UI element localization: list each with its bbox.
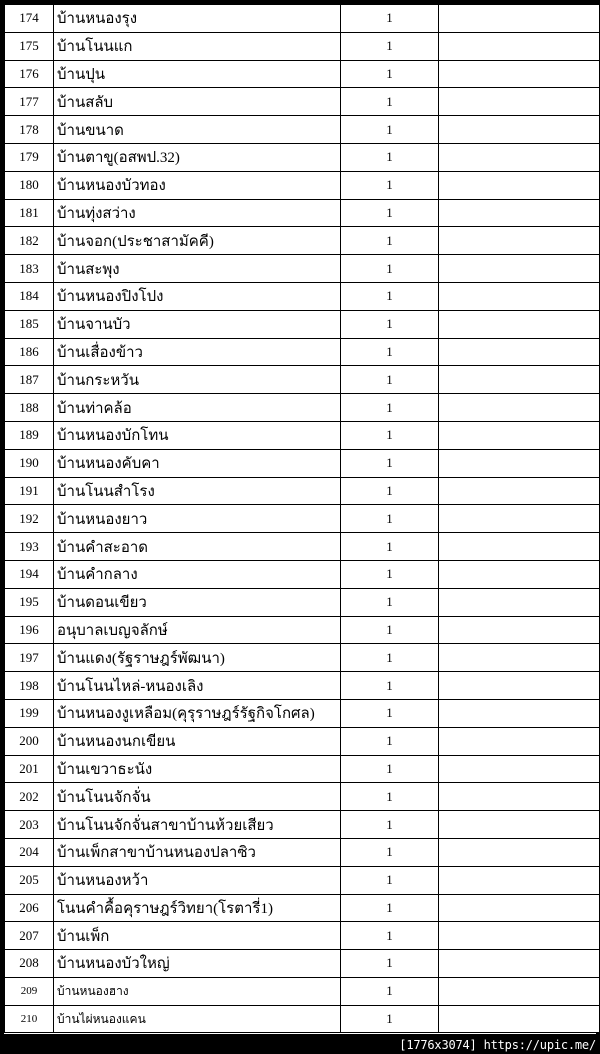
quantity: 1 bbox=[341, 699, 439, 727]
row-number: 192 bbox=[5, 505, 54, 533]
quantity: 1 bbox=[341, 811, 439, 839]
table-row bbox=[5, 449, 600, 477]
school-name: บ้านปุน bbox=[54, 60, 341, 88]
school-list-table bbox=[4, 4, 600, 1033]
row-number: 201 bbox=[5, 755, 54, 783]
school-name: บ้านหนองฮาง bbox=[54, 977, 341, 1005]
row-number: 207 bbox=[5, 922, 54, 950]
row-number: 184 bbox=[5, 282, 54, 310]
school-name: บ้านหนองงูเหลือม(คุรุราษฎร์รัฐกิจโกศล) bbox=[54, 699, 341, 727]
table-row bbox=[5, 143, 600, 171]
quantity: 1 bbox=[341, 282, 439, 310]
table-row bbox=[5, 338, 600, 366]
quantity: 1 bbox=[341, 88, 439, 116]
table-row bbox=[5, 866, 600, 894]
row-number: 194 bbox=[5, 560, 54, 588]
school-name: บ้านโนนจักจั่นสาขาบ้านห้วยเสียว bbox=[54, 811, 341, 839]
quantity: 1 bbox=[341, 338, 439, 366]
table-row bbox=[5, 755, 600, 783]
school-name: บ้านทุ่งสว่าง bbox=[54, 199, 341, 227]
row-number: 196 bbox=[5, 616, 54, 644]
school-name: บ้านสะพุง bbox=[54, 255, 341, 283]
row-number: 176 bbox=[5, 60, 54, 88]
table-row bbox=[5, 394, 600, 422]
table-row bbox=[5, 310, 600, 338]
notes-cell bbox=[439, 727, 600, 755]
row-number: 183 bbox=[5, 255, 54, 283]
row-number: 197 bbox=[5, 644, 54, 672]
table-row bbox=[5, 533, 600, 561]
notes-cell bbox=[439, 866, 600, 894]
notes-cell bbox=[439, 783, 600, 811]
quantity: 1 bbox=[341, 977, 439, 1005]
notes-cell bbox=[439, 227, 600, 255]
school-name: บ้านหนองยาว bbox=[54, 505, 341, 533]
notes-cell bbox=[439, 338, 600, 366]
notes-cell bbox=[439, 699, 600, 727]
school-name: บ้านหนองนกเขียน bbox=[54, 727, 341, 755]
notes-cell bbox=[439, 755, 600, 783]
notes-cell bbox=[439, 616, 600, 644]
row-number: 189 bbox=[5, 421, 54, 449]
quantity: 1 bbox=[341, 227, 439, 255]
school-name: บ้านหนองคับคา bbox=[54, 449, 341, 477]
table-row bbox=[5, 811, 600, 839]
quantity: 1 bbox=[341, 60, 439, 88]
school-name: บ้านเสื่องข้าว bbox=[54, 338, 341, 366]
table-row bbox=[5, 5, 600, 33]
row-number: 195 bbox=[5, 588, 54, 616]
quantity: 1 bbox=[341, 727, 439, 755]
quantity: 1 bbox=[341, 922, 439, 950]
table-row bbox=[5, 644, 600, 672]
row-number: 209 bbox=[5, 977, 54, 1005]
notes-cell bbox=[439, 394, 600, 422]
quantity: 1 bbox=[341, 950, 439, 978]
school-name: อนุบาลเบญจลักษ์ bbox=[54, 616, 341, 644]
notes-cell bbox=[439, 811, 600, 839]
table-row bbox=[5, 116, 600, 144]
row-number: 180 bbox=[5, 171, 54, 199]
quantity: 1 bbox=[341, 866, 439, 894]
table-row bbox=[5, 282, 600, 310]
school-name: บ้านโนนแก bbox=[54, 32, 341, 60]
document-page bbox=[4, 4, 596, 1034]
quantity: 1 bbox=[341, 449, 439, 477]
table-row bbox=[5, 977, 600, 1005]
row-number: 202 bbox=[5, 783, 54, 811]
school-name: บ้านคำกลาง bbox=[54, 560, 341, 588]
quantity: 1 bbox=[341, 143, 439, 171]
table-row bbox=[5, 366, 600, 394]
notes-cell bbox=[439, 922, 600, 950]
table-row bbox=[5, 60, 600, 88]
quantity: 1 bbox=[341, 644, 439, 672]
quantity: 1 bbox=[341, 421, 439, 449]
quantity: 1 bbox=[341, 199, 439, 227]
row-number: 179 bbox=[5, 143, 54, 171]
quantity: 1 bbox=[341, 755, 439, 783]
school-name: บ้านดอนเขียว bbox=[54, 588, 341, 616]
quantity: 1 bbox=[341, 32, 439, 60]
school-name: บ้านเพ็ก bbox=[54, 922, 341, 950]
school-name: บ้านโนนไหล่-หนองเลิง bbox=[54, 672, 341, 700]
table-row bbox=[5, 88, 600, 116]
notes-cell bbox=[439, 116, 600, 144]
table-row bbox=[5, 32, 600, 60]
table-row bbox=[5, 727, 600, 755]
table-row bbox=[5, 783, 600, 811]
school-name: บ้านจานบัว bbox=[54, 310, 341, 338]
row-number: 185 bbox=[5, 310, 54, 338]
table-row bbox=[5, 894, 600, 922]
row-number: 193 bbox=[5, 533, 54, 561]
notes-cell bbox=[439, 560, 600, 588]
quantity: 1 bbox=[341, 672, 439, 700]
table-row bbox=[5, 505, 600, 533]
school-name: บ้านหนองปิงโปง bbox=[54, 282, 341, 310]
school-name: บ้านคำสะอาด bbox=[54, 533, 341, 561]
school-name: โนนคำคื้อคุราษฎร์วิทยา(โรตารี่1) bbox=[54, 894, 341, 922]
school-name: บ้านหนองบัวใหญ่ bbox=[54, 950, 341, 978]
row-number: 186 bbox=[5, 338, 54, 366]
image-size-watermark: [1776x3074] https://upic.me/ bbox=[399, 1038, 596, 1052]
notes-cell bbox=[439, 894, 600, 922]
row-number: 178 bbox=[5, 116, 54, 144]
notes-cell bbox=[439, 310, 600, 338]
table-row bbox=[5, 588, 600, 616]
table-row bbox=[5, 672, 600, 700]
row-number: 204 bbox=[5, 838, 54, 866]
table-row bbox=[5, 560, 600, 588]
row-number: 174 bbox=[5, 5, 54, 33]
school-name: บ้านโนนจักจั่น bbox=[54, 783, 341, 811]
table-row bbox=[5, 255, 600, 283]
row-number: 187 bbox=[5, 366, 54, 394]
notes-cell bbox=[439, 421, 600, 449]
table-row bbox=[5, 227, 600, 255]
notes-cell bbox=[439, 644, 600, 672]
table-row bbox=[5, 1005, 600, 1033]
quantity: 1 bbox=[341, 894, 439, 922]
row-number: 206 bbox=[5, 894, 54, 922]
quantity: 1 bbox=[341, 838, 439, 866]
notes-cell bbox=[439, 672, 600, 700]
row-number: 191 bbox=[5, 477, 54, 505]
notes-cell bbox=[439, 449, 600, 477]
notes-cell bbox=[439, 1005, 600, 1033]
quantity: 1 bbox=[341, 310, 439, 338]
school-name: บ้านหนองหว้า bbox=[54, 866, 341, 894]
row-number: 175 bbox=[5, 32, 54, 60]
school-name: บ้านตาขู(อสพป.32) bbox=[54, 143, 341, 171]
notes-cell bbox=[439, 199, 600, 227]
school-name: บ้านแดง(รัฐราษฎร์พัฒนา) bbox=[54, 644, 341, 672]
school-name: บ้านไผ่หนองแคน bbox=[54, 1005, 341, 1033]
quantity: 1 bbox=[341, 533, 439, 561]
school-name: บ้านท่าคล้อ bbox=[54, 394, 341, 422]
quantity: 1 bbox=[341, 171, 439, 199]
notes-cell bbox=[439, 255, 600, 283]
quantity: 1 bbox=[341, 588, 439, 616]
row-number: 205 bbox=[5, 866, 54, 894]
notes-cell bbox=[439, 505, 600, 533]
quantity: 1 bbox=[341, 505, 439, 533]
quantity: 1 bbox=[341, 783, 439, 811]
table-row bbox=[5, 616, 600, 644]
school-name: บ้านสลับ bbox=[54, 88, 341, 116]
quantity: 1 bbox=[341, 366, 439, 394]
notes-cell bbox=[439, 282, 600, 310]
notes-cell bbox=[439, 171, 600, 199]
school-name: บ้านเพ็กสาขาบ้านหนองปลาซิว bbox=[54, 838, 341, 866]
notes-cell bbox=[439, 477, 600, 505]
table-body bbox=[5, 5, 600, 1033]
notes-cell bbox=[439, 366, 600, 394]
quantity: 1 bbox=[341, 5, 439, 33]
row-number: 203 bbox=[5, 811, 54, 839]
notes-cell bbox=[439, 950, 600, 978]
row-number: 200 bbox=[5, 727, 54, 755]
row-number: 210 bbox=[5, 1005, 54, 1033]
school-name: บ้านเขวาธะนัง bbox=[54, 755, 341, 783]
row-number: 199 bbox=[5, 699, 54, 727]
notes-cell bbox=[439, 588, 600, 616]
school-name: บ้านหนองบัวทอง bbox=[54, 171, 341, 199]
school-name: บ้านหนองรุง bbox=[54, 5, 341, 33]
school-name: บ้านกระหวัน bbox=[54, 366, 341, 394]
row-number: 190 bbox=[5, 449, 54, 477]
quantity: 1 bbox=[341, 560, 439, 588]
notes-cell bbox=[439, 88, 600, 116]
row-number: 177 bbox=[5, 88, 54, 116]
table-row bbox=[5, 421, 600, 449]
row-number: 198 bbox=[5, 672, 54, 700]
quantity: 1 bbox=[341, 616, 439, 644]
row-number: 182 bbox=[5, 227, 54, 255]
row-number: 181 bbox=[5, 199, 54, 227]
row-number: 188 bbox=[5, 394, 54, 422]
row-number: 208 bbox=[5, 950, 54, 978]
notes-cell bbox=[439, 32, 600, 60]
table-row bbox=[5, 699, 600, 727]
quantity: 1 bbox=[341, 394, 439, 422]
table-row bbox=[5, 477, 600, 505]
notes-cell bbox=[439, 60, 600, 88]
table-row bbox=[5, 171, 600, 199]
notes-cell bbox=[439, 5, 600, 33]
table-row bbox=[5, 199, 600, 227]
table-row bbox=[5, 838, 600, 866]
notes-cell bbox=[439, 143, 600, 171]
school-name: บ้านหนองบักโทน bbox=[54, 421, 341, 449]
quantity: 1 bbox=[341, 255, 439, 283]
table-row bbox=[5, 922, 600, 950]
quantity: 1 bbox=[341, 477, 439, 505]
notes-cell bbox=[439, 533, 600, 561]
school-name: บ้านโนนสำโรง bbox=[54, 477, 341, 505]
notes-cell bbox=[439, 977, 600, 1005]
quantity: 1 bbox=[341, 1005, 439, 1033]
school-name: บ้านจอก(ประชาสามัคคี) bbox=[54, 227, 341, 255]
quantity: 1 bbox=[341, 116, 439, 144]
school-name: บ้านขนาด bbox=[54, 116, 341, 144]
table-row bbox=[5, 950, 600, 978]
notes-cell bbox=[439, 838, 600, 866]
